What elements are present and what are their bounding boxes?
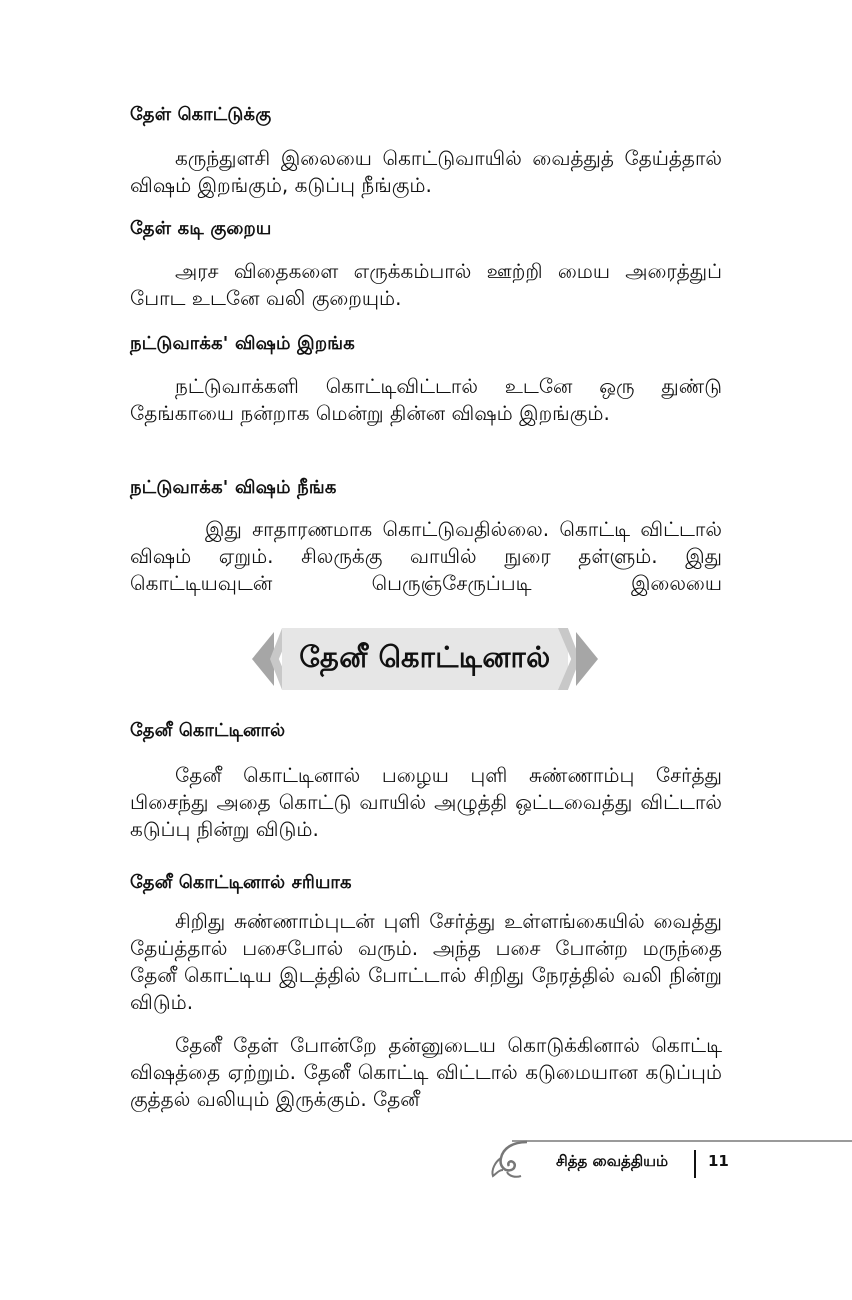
footer-rule (512, 1140, 852, 1142)
section-heading: தேள் கொட்டுக்கு (130, 104, 272, 125)
chapter-banner (252, 628, 598, 690)
banner-title: தேனீ கொட்டினால் (299, 640, 551, 674)
section-heading: தேள் கடி குறைய (130, 218, 272, 239)
paragraph: சிறிது சுண்ணாம்புடன் புளி சேர்த்து உள்ளங்கையில் வைத்து தேய்த்தால் பசைபோல் வரும். அந்த பசை போன்ற மருந்தை தேனீ கொட்டிய இடத்தில் போட்டால் சிறிது நேரத்தில் வலி நின்று விடும். (130, 909, 722, 1014)
paragraph: நட்டுவாக்களி கொட்டிவிட்டால் உடனே ஒரு துண்டு தேங்காயை நன்றாக மென்று தின்ன விஷம் இறங்கும். (130, 374, 722, 425)
footer-book-title: சித்த வைத்தியம் (556, 1152, 669, 1170)
footer-separator (694, 1150, 696, 1178)
page-number: 11 (708, 1152, 729, 1170)
section-heading: தேனீ கொட்டினால் (130, 720, 286, 741)
paragraph: தேனீ கொட்டினால் பழைய புளி சுண்ணாம்பு சேர்த்து பிசைந்து அதை கொட்டு வாயில் அழுத்தி ஒட்டவைத்து விட்டால் கடுப்பு நின்று விடும். (130, 763, 722, 841)
paragraph: அரச விதைகளை எருக்கம்பால் ஊற்றி மைய அரைத்துப் போட உடனே வலி குறையும். (130, 259, 722, 310)
section-heading: தேனீ கொட்டினால் சரியாக (130, 872, 352, 893)
leaf-ornament-icon (487, 1140, 533, 1180)
banner-right-chevron (576, 632, 598, 686)
banner-plate (282, 628, 568, 690)
section-heading: நட்டுவாக்க' விஷம் நீங்க (130, 477, 337, 498)
section-heading: நட்டுவாக்க' விஷம் இறங்க (130, 333, 355, 354)
paragraph: தேனீ தேள் போன்றே தன்னுடைய கொடுக்கினால் கொட்டி விஷத்தை ஏற்றும். தேனீ கொட்டி விட்டால் கடுமையான கடுப்பும் குத்தல் வலியும் இருக்கும். தேனீ (130, 1033, 722, 1111)
paragraph: இது சாதாரணமாக கொட்டுவதில்லை. கொட்டி விட்டால் விஷம் ஏறும். சிலருக்கு வாயில் நுரை தள்ளும். இது கொட்டியவுடன் பெருஞ்சேருப்படி இலையை (130, 517, 722, 595)
paragraph: கருந்துளசி இலையை கொட்டுவாயில் வைத்துத் தேய்த்தால் விஷம் இறங்கும், கடுப்பு நீங்கும். (130, 146, 722, 197)
